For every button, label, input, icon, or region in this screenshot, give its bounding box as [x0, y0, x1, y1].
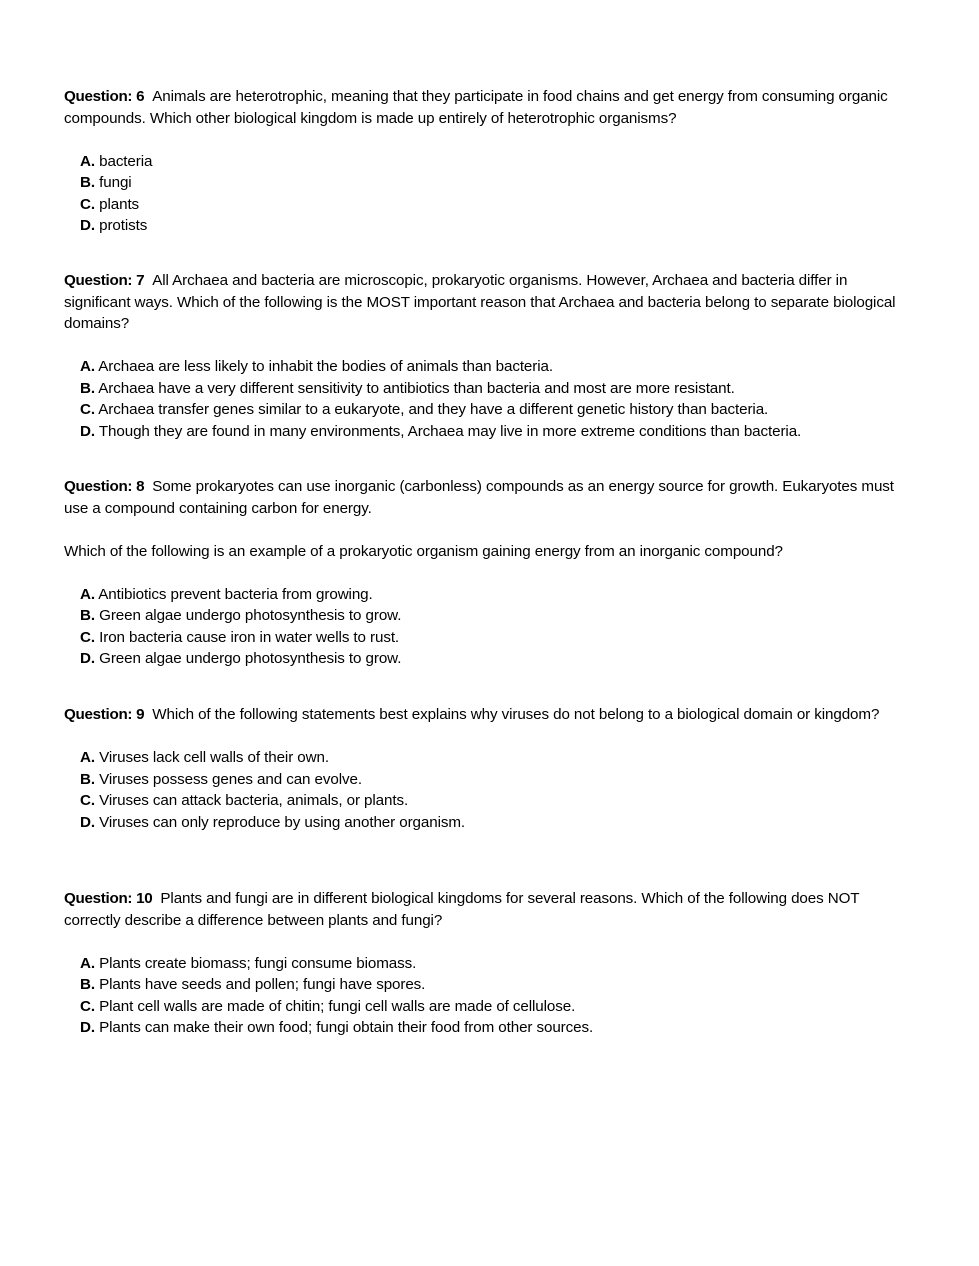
- question-text: Plants and fungi are in different biological kingdoms for several reasons. Which of the following does NOT correctly describe a difference between plants and fungi?: [64, 890, 860, 929]
- question-text: Some prokaryotes can use inorganic (carbonless) compounds as an energy source for growth. Eukaryotes must use a compound containing carbon for energy.: [64, 478, 894, 517]
- answer-option-c[interactable]: [80, 790, 914, 812]
- answer-options: [64, 356, 914, 442]
- answer-option-b[interactable]: [80, 769, 914, 791]
- answer-option-b[interactable]: [80, 172, 914, 194]
- option-text: protists: [99, 217, 148, 234]
- option-text: Though they are found in many environments, Archaea may live in more extreme conditions than bacteria.: [98, 422, 802, 440]
- answer-option-d[interactable]: [80, 215, 914, 237]
- option-text: Antibiotics prevent bacteria from growing.: [98, 585, 373, 603]
- question-text: Animals are heterotrophic, meaning that they participate in food chains and get energy from consuming organic compounds. Which other biological kingdom is made up entirely of heterotrophic organisms?: [64, 88, 888, 127]
- option-text: Archaea transfer genes similar to a eukaryote, and they have a different genetic history than bacteria.: [98, 401, 769, 418]
- answer-option-d[interactable]: [80, 1017, 914, 1039]
- option-text: Plants create biomass; fungi consume biomass.: [99, 954, 417, 972]
- answer-option-a[interactable]: [80, 953, 914, 975]
- option-letter: A.: [80, 749, 95, 766]
- option-letter: A.: [80, 585, 95, 603]
- answer-option-a[interactable]: [80, 747, 914, 769]
- question-9: [64, 704, 914, 833]
- question-7: [64, 270, 914, 442]
- option-letter: D.: [80, 813, 95, 831]
- answer-option-a[interactable]: [80, 584, 914, 606]
- option-letter: B.: [80, 976, 95, 993]
- option-letter: D.: [80, 217, 95, 234]
- option-letter: A.: [80, 358, 95, 375]
- option-text: Iron bacteria cause iron in water wells to rust.: [99, 628, 400, 646]
- option-text: Archaea are less likely to inhabit the bodies of animals than bacteria.: [98, 358, 553, 375]
- option-text: Plant cell walls are made of chitin; fungi cell walls are made of cellulose.: [99, 997, 576, 1015]
- option-text: bacteria: [99, 152, 153, 170]
- option-letter: C.: [80, 401, 95, 418]
- question-label: Question: 10: [64, 890, 153, 907]
- answer-option-b[interactable]: [80, 605, 914, 627]
- answer-options: [64, 151, 914, 237]
- option-letter: A.: [80, 152, 95, 170]
- answer-options: [64, 953, 914, 1039]
- question-prompt: [64, 270, 914, 335]
- question-prompt: [64, 704, 914, 726]
- question-prompt: [64, 476, 914, 519]
- answer-option-d[interactable]: [80, 648, 914, 670]
- option-text: Plants can make their own food; fungi obtain their food from other sources.: [99, 1019, 594, 1036]
- question-8: [64, 476, 914, 670]
- question-10: [64, 888, 914, 1039]
- question-6: [64, 86, 914, 237]
- answer-option-c[interactable]: [80, 399, 914, 421]
- option-text: Viruses can only reproduce by using another organism.: [99, 813, 466, 831]
- option-text: plants: [99, 195, 140, 213]
- question-label: Question: 9: [64, 706, 145, 723]
- answer-options: [64, 584, 914, 670]
- answer-options: [64, 747, 914, 833]
- option-text: Green algae undergo photosynthesis to grow.: [99, 607, 402, 624]
- option-text: Viruses lack cell walls of their own.: [99, 749, 329, 766]
- question-text: All Archaea and bacteria are microscopic, prokaryotic organisms. However, Archaea and bacteria differ in significant ways. Which of the following is the MOST important reason that Archaea and bacteria belong to separate biological domains?: [64, 272, 896, 332]
- option-letter: B.: [80, 379, 95, 397]
- option-text: Plants have seeds and pollen; fungi have spores.: [99, 976, 426, 993]
- question-prompt: [64, 888, 914, 931]
- answer-option-a[interactable]: [80, 151, 914, 173]
- option-letter: B.: [80, 607, 95, 624]
- option-letter: D.: [80, 1019, 95, 1036]
- answer-option-d[interactable]: [80, 421, 914, 443]
- question-label: Question: 7: [64, 272, 145, 289]
- option-letter: C.: [80, 628, 95, 646]
- answer-option-a[interactable]: [80, 356, 914, 378]
- answer-option-c[interactable]: [80, 627, 914, 649]
- option-text: fungi: [99, 174, 132, 191]
- answer-option-c[interactable]: [80, 996, 914, 1018]
- answer-option-d[interactable]: [80, 812, 914, 834]
- option-text: Viruses can attack bacteria, animals, or plants.: [99, 792, 409, 809]
- question-subtext: Which of the following is an example of a prokaryotic organism gaining energy from an inorganic compound?: [64, 542, 783, 560]
- option-letter: B.: [80, 174, 95, 191]
- answer-option-b[interactable]: [80, 378, 914, 400]
- question-text: Which of the following statements best explains why viruses do not belong to a biological domain or kingdom?: [152, 706, 880, 723]
- option-letter: C.: [80, 792, 95, 809]
- worksheet-page: [64, 86, 914, 1036]
- option-letter: C.: [80, 997, 95, 1015]
- option-letter: B.: [80, 770, 95, 788]
- option-text: Archaea have a very different sensitivity to antibiotics than bacteria and most are more resistant.: [98, 379, 735, 397]
- question-label: Question: 6: [64, 88, 145, 105]
- option-letter: D.: [80, 650, 95, 667]
- answer-option-c[interactable]: [80, 194, 914, 216]
- option-text: Green algae undergo photosynthesis to grow.: [99, 650, 402, 667]
- question-label: Question: 8: [64, 478, 145, 495]
- question-prompt: [64, 86, 914, 129]
- option-letter: A.: [80, 954, 95, 972]
- option-text: Viruses possess genes and can evolve.: [99, 770, 362, 788]
- option-letter: C.: [80, 195, 95, 213]
- option-letter: D.: [80, 422, 95, 440]
- answer-option-b[interactable]: [80, 974, 914, 996]
